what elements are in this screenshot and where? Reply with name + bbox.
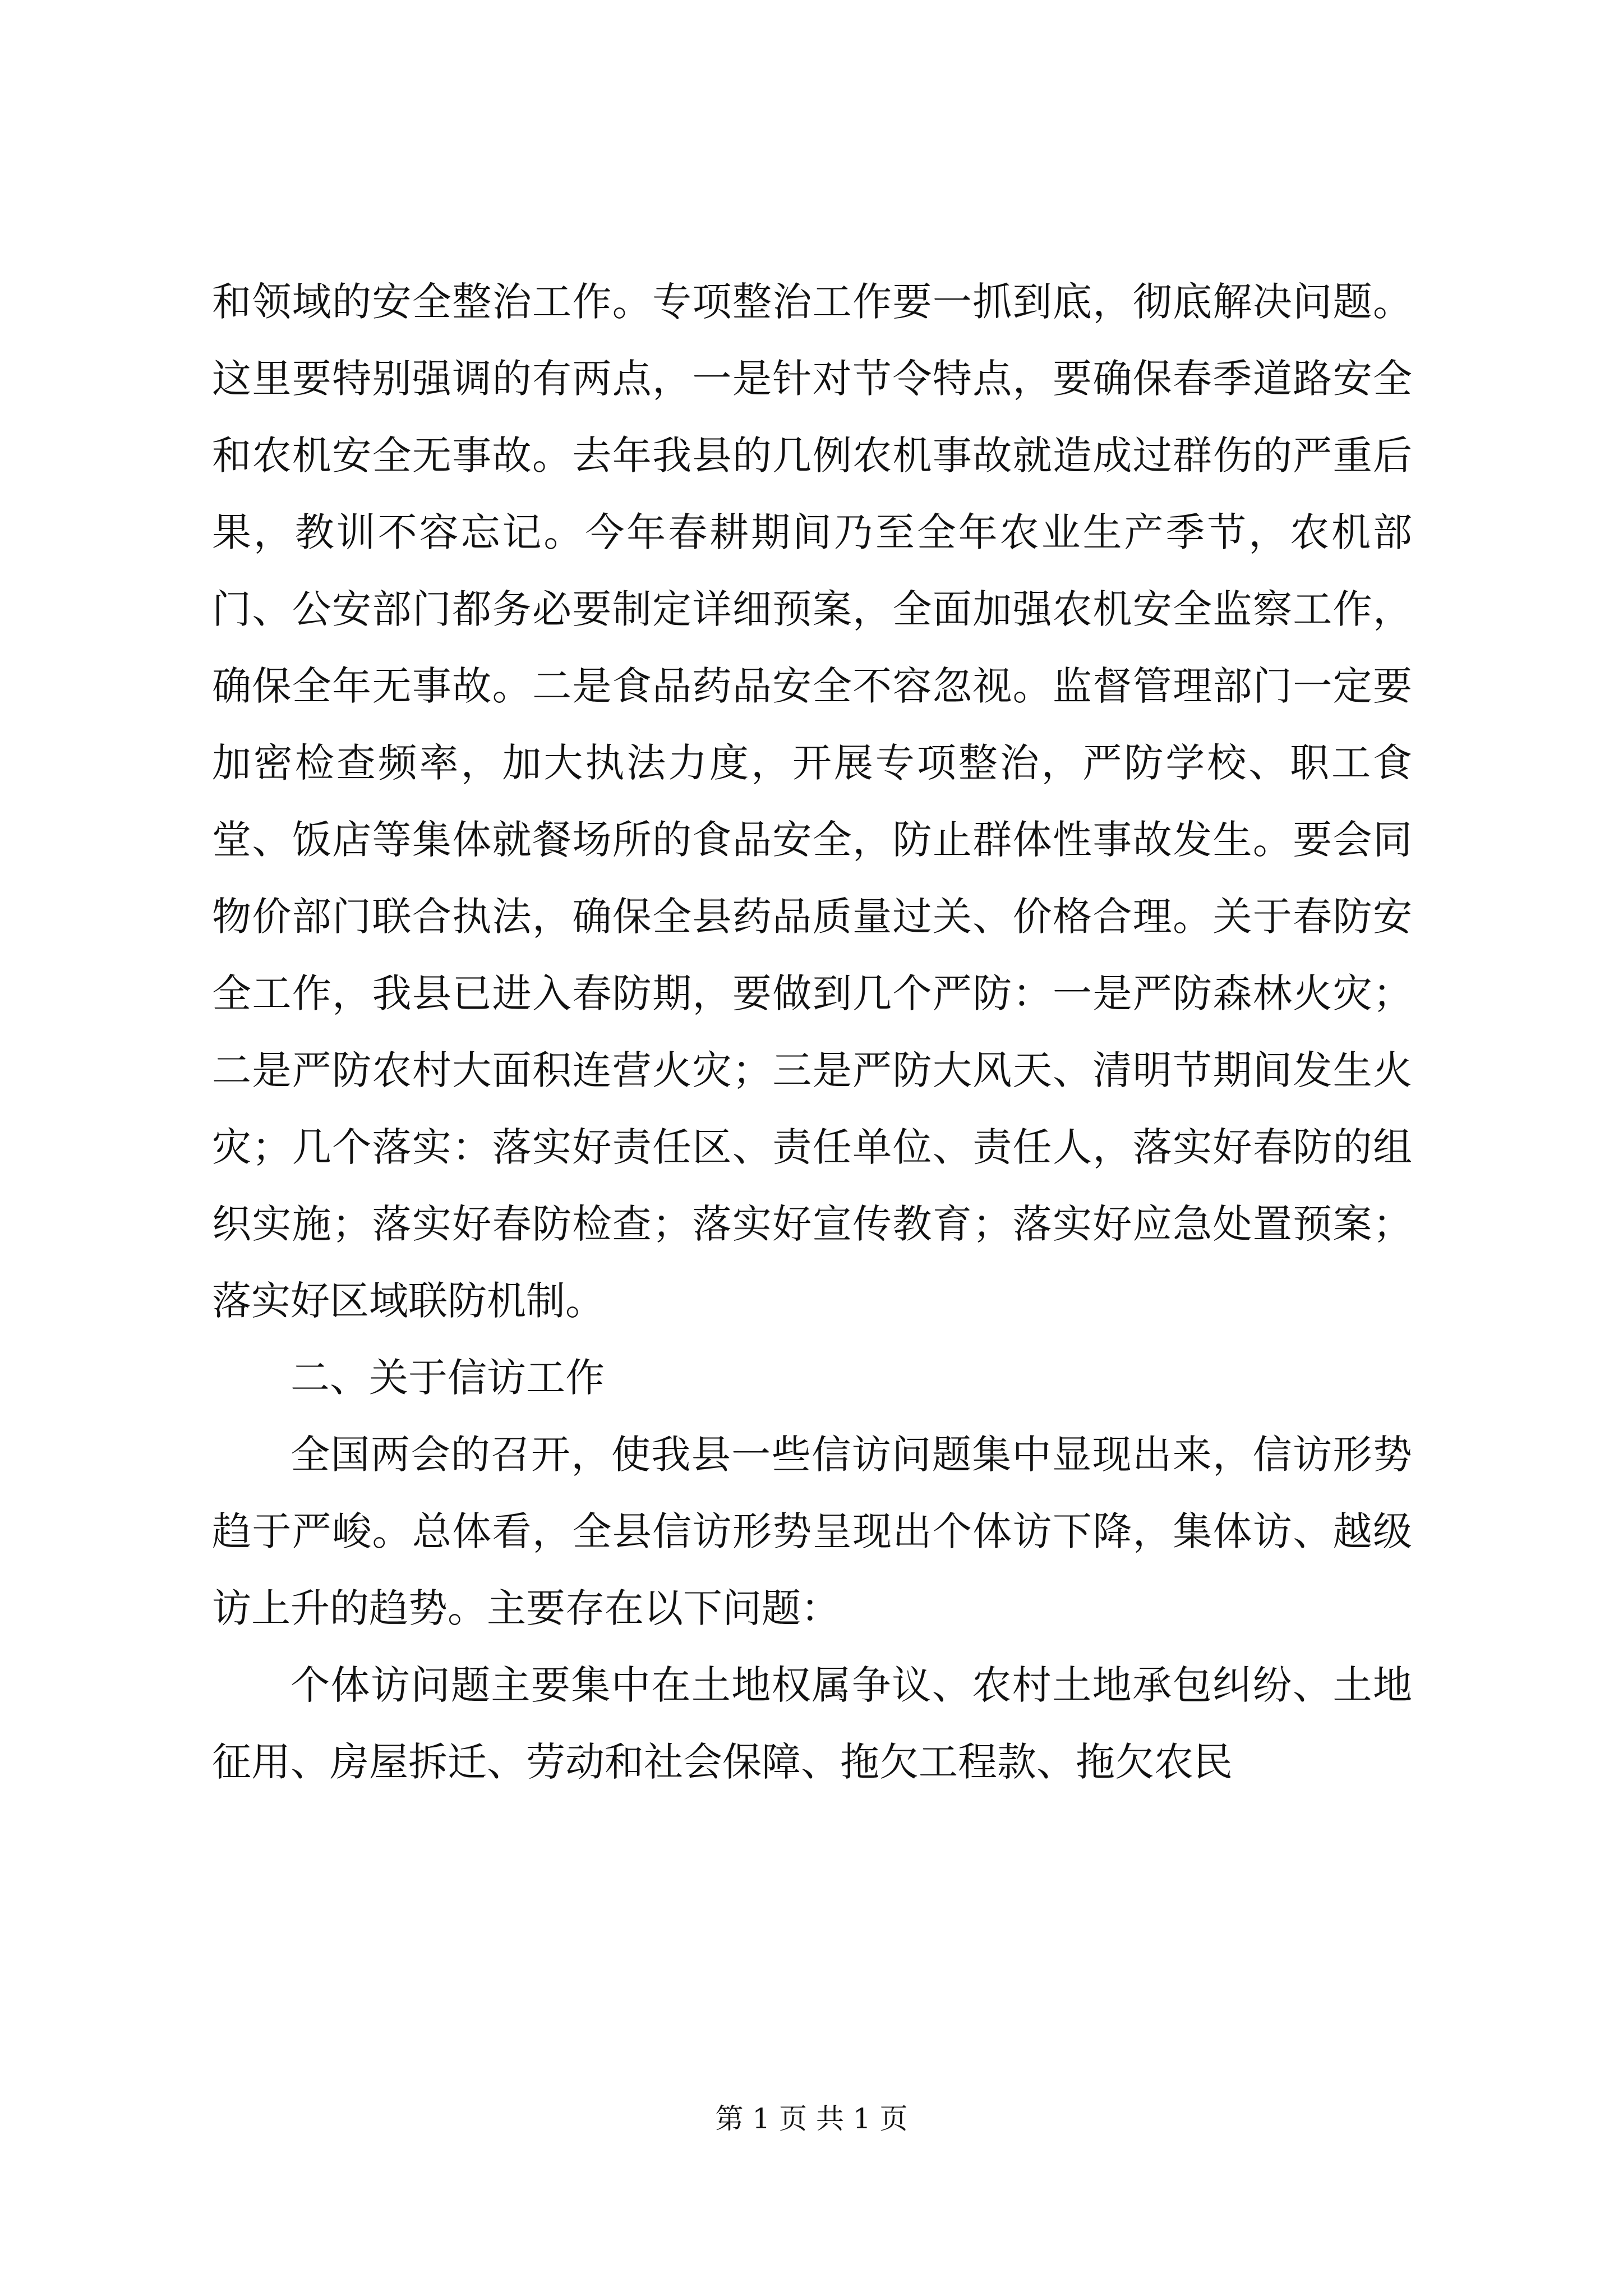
paragraph-3: 个体访问题主要集中在土地权属争议、农村土地承包纠纷、土地征用、房屋拆迁、劳动和社会保障、拖欠工程款、拖欠农民 — [212, 1662, 1412, 1785]
paragraph-2: 全国两会的召开，使我县一些信访问题集中显现出来，信访形势趋于严峻。总体看，全县信访形势呈现出个体访下降，集体访、越级访上升的趋势。主要存在以下问题： — [212, 1432, 1412, 1631]
page-footer: 第 1 页 共 1 页 — [715, 2102, 908, 2135]
section-heading-petitions: 二、关于信访工作 — [291, 1355, 605, 1401]
body-text — [212, 264, 1412, 1801]
paragraph-1: 和领域的安全整治工作。专项整治工作要一抓到底，彻底解决问题。这里要特别强调的有两点，一是针对节令特点，要确保春季道路安全和农机安全无事故。去年我县的几例农机事故就造成过群伤的严重后果，教训不容忘记。今年春耕期间乃至全年农业生产季节，农机部门、公安部门都务必要制定详细预案，全面加强农机安全监察工作，确保全年无事故。二是食品药品安全不容忽视。监督管理部门一定要加密检查频率，加大执法力度，开展专项整治，严防学校、职工食堂、饭店等集体就餐场所的食品安全，防止群体性事故发生。要会同物价部门联合执法，确保全县药品质量过关、价格合理。关于春防安全工作，我县已进入春防期，要做到几个严防：一是严防森林火灾；二是严防农村大面积连营火灾；三是严防大风天、清明节期间发生火灾；几个落实：落实好责任区、责任单位、责任人，落实好春防的组织实施；落实好春防检查；落实好宣传教育；落实好应急处置预案；落实好区域联防机制。 — [212, 279, 1412, 1324]
